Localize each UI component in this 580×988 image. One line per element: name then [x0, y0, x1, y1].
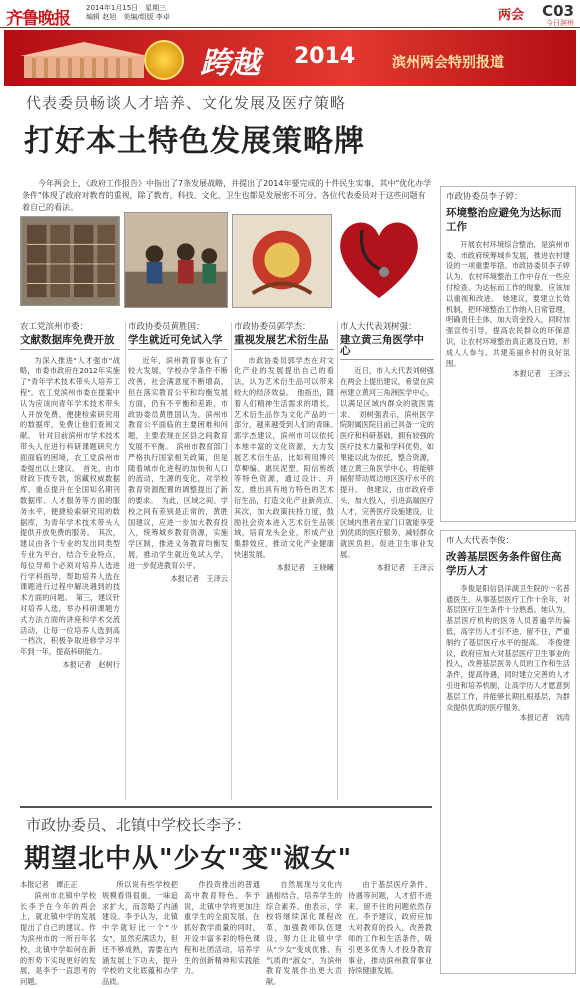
article-column-4: [340, 322, 434, 574]
column-divider: [231, 322, 232, 800]
newspaper-logo: 齐鲁晚报: [6, 9, 70, 29]
article-byline: 本报记者 王晓曦: [276, 562, 334, 572]
article-body: 近年，滨州教育事业有了较大发展，学校办学条件不断改善，社会满意度不断增高。但在落实教育公平和均衡发展方面，仍有不平衡和差距，市政协委员黄胜国认为，滨州市教育公平面临的主要困难和问题，主要表现在区县之间教育发展不平衡。 滨州市教育部门严格执行国家相关政策，但是随着城市化进程的加快和人口的流动，生源的变化，对学校教育资源配置的调整提出了新的要求。 为此，区域之间、学校之间有差别是正常的，黄胜国建议，应进一步加大教育投入，统筹城乡教育资源，实施学区制，推进义务教育均衡发展，推动学生就近免试入学，进一步促进教育公平。: [128, 355, 228, 570]
bottom-column-5: [348, 880, 432, 977]
sidebar-kicker: 市政协委员李子婷：: [446, 192, 523, 202]
heart-stethoscope-icon: [334, 212, 424, 304]
article-byline: 本报记者 王泽云: [170, 573, 228, 583]
art-craft-photo: [232, 214, 332, 308]
lead-paragraph: 今年两会上，《政府工作报告》中指出了7条发展战略，并提出了2014年要完成的十件民生实事，其中"优化办学条件"体现了政府对教育的重视，除了教育，科技、文化、卫生也都是发展密不可分。各位代表委员对于这些问题有着自己的看法。: [22, 179, 432, 212]
page-number: C03: [542, 2, 574, 20]
article-kicker: 市政协委员黄胜国：: [128, 322, 205, 332]
special-report-banner: [4, 30, 576, 86]
sidebar-kicker: 市人大代表李俊：: [446, 536, 515, 546]
lead-subheadline: 代表委员畅谈人才培养、文化发展及医疗策略: [26, 94, 347, 112]
school-students-photo: [124, 212, 228, 308]
sidebar-article-1: [446, 192, 570, 380]
banner-special-title: 滨州两会特别报道: [392, 55, 504, 71]
sidebar-title: 改善基层医务条件留住高学历人才: [446, 550, 562, 577]
article-body: 为深入推进"人才强市"战略，市委市政府在2012年实施了"青年学术技术带头人培养工程"。农工党滨州市委在提案中认为应该向青年学术技术带头人开放免费、便捷检索研究用的数据库，免费让他们查阅文献。 针对目前滨州市学术技术带头人在进行科研课题研究方面面临的困境，农工党滨州市委提出以上建议。 首先，由市财政下拨专款，馆藏权威数据库，重点提升在全国知名期刊数据库、人才服务等方面的服务水平，便捷检索研究用的数据库，为青年学术技术带头人提供开放免费的服务。 其次，建议由各个专业的发出同类型专业为平台，结合专业特点，每位导师个必须对培养人选进行学科指导，帮助培养人选在课题进行过程中解决遇到的技术方面的问题。 第三，建议针对培养人选，举办科研课题方式方法方面的讲座和学术交流活动，让每一位培养人选到高一档次，积极争取进修学习半年到一年，提高科研能力。: [20, 355, 120, 657]
bottom-paragraph: 滨州市北镇中学校长李予在今年的两会上，就北镇中学的发展提出了自己的建议。作为滨州市的一所百年名校，北镇中学如何在新的形势下实现更好的发展，是李予一直思考的问题。: [20, 890, 96, 987]
bottom-column-1: [20, 880, 96, 988]
bottom-byline: 本报记者 谭正正: [20, 880, 78, 889]
article-body: 市政协委员郭学杰在对文化产业的发展提出自己的看法，认为艺术衍生品可以带来较大的经济效益。 他指出，随着人们精神生活需求的增长，艺术衍生品作为文化产品的一部分，越来越受到人们的青睐。 郭学杰建议，滨州市可以依托本地丰富的文化资源，大力发展艺术衍生品，比如利用博兴草柳编、惠民泥塑、阳信剪纸等特色资源，通过设计、开发，推出具有地方特色的艺术衍生品，打造文化产业新亮点。 其次，加大政策扶持力度，鼓励社会资本进入艺术衍生品领域，培育龙头企业，形成产业集群效应，推动文化产业健康快速发展。: [234, 355, 342, 559]
article-title: 学生就近可免试入学: [128, 335, 228, 350]
article-kicker: 市人大代表刘树强：: [340, 322, 417, 332]
issue-meta: [86, 4, 170, 22]
article-title: 建立黄三角医学中心: [340, 335, 434, 361]
article-column-2: [128, 322, 228, 584]
article-byline: 本报记者 赵树行: [62, 659, 120, 669]
masthead: [0, 0, 580, 28]
bottom-subheadline: 市政协委员、北镇中学校长李予：: [26, 816, 252, 834]
section-name: 两会: [497, 8, 524, 23]
sidebar-body: 开展农村环境综合整治，是滨州市委、市政府统筹城乡发展，推进农村建设的一项重要举措。市政协委员李子婷认为，农村环境整治工作中存在一些应付检查、为达标而工作的现象，应该加以重视和改进。 她建议，要建立长效机制，把环境整治工作纳入日常管理，明确责任主体，加大资金投入，同时加强宣传引导，提高农民群众的环保意识，让农村环境整治真正惠及百姓，形成人人参与、共建美丽乡村的良好氛围。: [446, 239, 570, 368]
bottom-paragraph: 由于基层医疗条件、待遇等问题，人才招不进来、留不住的问题依然存在。李予建议，政府应加大对教育的投入，改善教师的工作和生活条件，吸引更多优秀人才投身教育事业，推动滨州教育事业持续健康发展。: [348, 880, 432, 976]
bottom-column-3: [184, 880, 260, 977]
sidebar-body: 李俊是阳信县洋湖卫生院的一名普通医生，从事基层医疗工作十余年，对基层医疗卫生条件十分熟悉。她认为，基层医疗机构的医务人员普遍学历偏低，高学历人才引不进、留不住，严重制约了基层医疗水平的提高。 李俊建议，政府应加大对基层医疗卫生事业的投入，改善基层医务人员的工作和生活条件，提高待遇，同时建立完善的人才引进和培养机制，让高学历人才愿意到基层工作，并能够长期扎根基层，为群众提供优质的医疗服务。: [446, 583, 570, 712]
bottom-headline: 期望北中从"少女"变"淑女": [24, 844, 353, 874]
section-divider: [20, 806, 432, 808]
article-byline: 本报记者 王泽云: [376, 562, 434, 572]
sidebar-byline: 本报记者 王泽云: [512, 369, 570, 379]
issue-date: 2014年1月15日 星期三: [86, 4, 167, 12]
column-divider: [337, 322, 338, 800]
column-divider: [125, 322, 126, 800]
article-column-3: [234, 322, 342, 574]
sidebar-byline: 本报记者 刘涛: [519, 713, 570, 723]
banner-year: 2014: [294, 44, 356, 69]
lead-headline: 打好本土特色发展策略牌: [24, 124, 365, 159]
banner-calligraphy: 跨越: [200, 46, 260, 81]
bottom-paragraph: 自然展现与文化内涵相结合，培养学生的综合素养。他表示，学校将继续深化课程改革，加强教师队伍建设，努力让北镇中学从"少女"变成优雅、有气质的"淑女"，为滨州教育发展作出更大贡献。: [266, 880, 342, 987]
editor-credits: 编辑 赵旭 美编/组版 李卓: [86, 13, 170, 21]
sidebar-title: 环境整治应避免为达标而工作: [446, 206, 562, 233]
bottom-paragraph: 所以说有些学校把规模看得很重，一味追求扩大，而忽略了内涵建设。李予认为，北镇中学就好比一个"少女"，虽然充满活力，但还不够成熟，需要在内涵发展上下功夫，提升学校的文化底蕴和办学品质。: [102, 880, 178, 987]
article-title: 文献数据库免费开放: [20, 335, 120, 350]
article-title: 重视发展艺术衍生品: [234, 335, 334, 350]
article-body: 近日，市人大代表刘树强在两会上提出建议，希望在滨州建立黄河三角洲医学中心，以满足区域内群众的就医需求。 刘树强表示，滨州医学院附属医院目前已具备一定的医疗和科研基础，拥有较强的医疗技术力量和学科优势，如果能以此为依托，整合资源，建立黄三角医学中心，将能够辐射带动周边地区医疗水平的提升。 他建议，由市政府牵头，加大投入，引进高端医疗人才，完善医疗设施建设，让区域内患者在家门口就能享受到优质的医疗服务，减轻群众就医负担，促进卫生事业发展。: [340, 366, 434, 559]
bottom-paragraph: 作投资推出的普通高中教育特色，李予说，北镇中学将更加注重学生的全面发展，在抓好教学质量的同时，开设丰富多彩的特色课程和社团活动，培养学生的创新精神和实践能力。: [184, 880, 260, 976]
article-kicker: 市政协委员郭学杰：: [234, 322, 311, 332]
article-column-1: [20, 322, 120, 671]
library-photo: [20, 216, 120, 306]
bottom-column-4: [266, 880, 342, 988]
article-kicker: 农工党滨州市委：: [20, 322, 89, 332]
bottom-column-2: [102, 880, 178, 988]
national-emblem-icon: [144, 40, 184, 80]
sidebar-article-2: [446, 536, 570, 724]
section-subtitle: 今日滨州: [546, 19, 574, 27]
photo-collage: [20, 212, 430, 312]
